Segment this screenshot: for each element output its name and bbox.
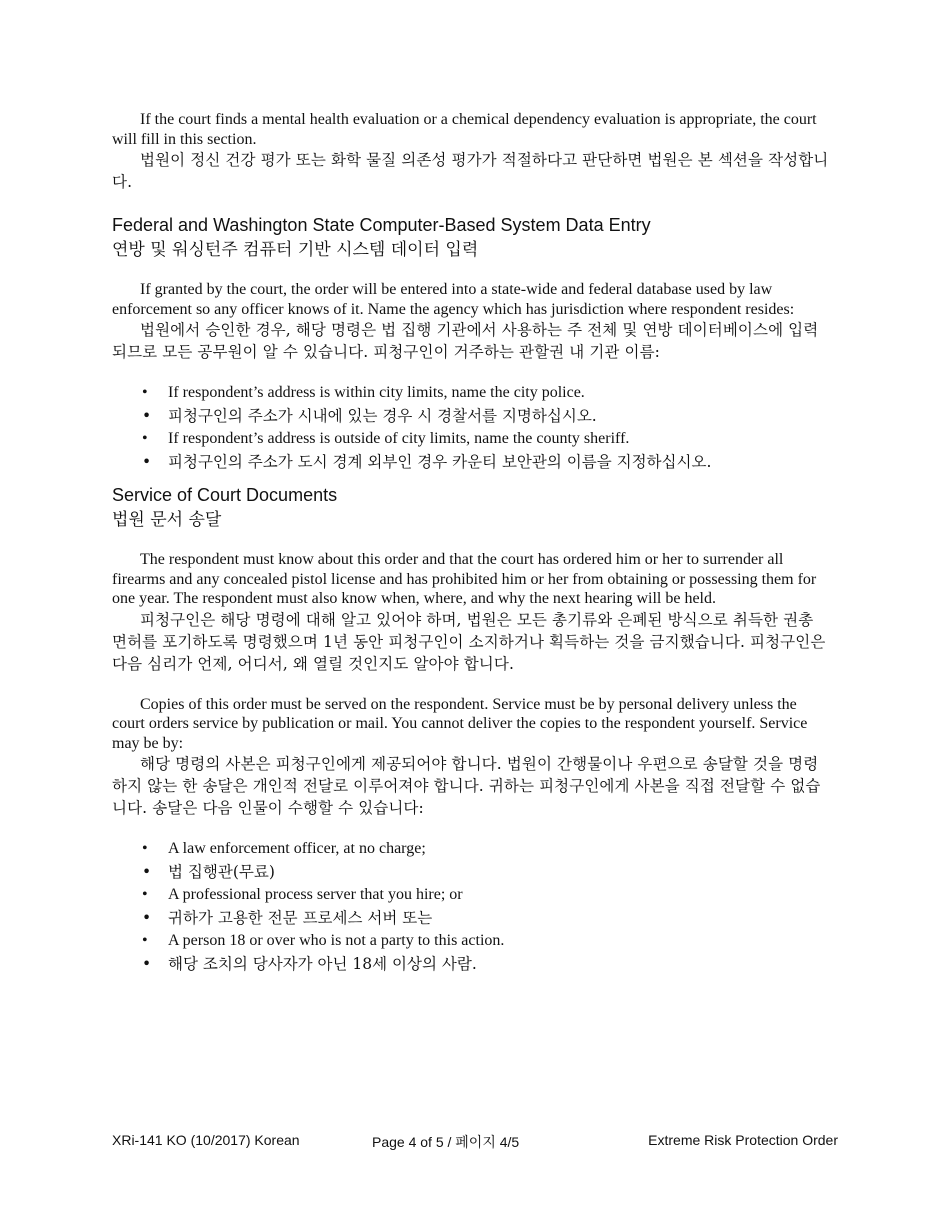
list-item: • A professional process server that you hire; or — [142, 886, 463, 903]
bullet-icon: • — [142, 932, 148, 949]
bullet-icon: • — [142, 955, 152, 973]
bullet-icon: • — [142, 384, 148, 401]
section-heading-service: Service of Court Documents — [112, 485, 338, 505]
section-heading-data-entry-ko: 연방 및 워싱턴주 컴퓨터 기반 시스템 데이터 입력 — [112, 240, 479, 260]
list-item: • 해당 조치의 당사자가 아닌 18세 이상의 사람. — [142, 955, 477, 973]
list-item: • If respondent’s address is outside of city limits, name the county sheriff. — [142, 430, 630, 447]
service-paragraph-1-ko: 피청구인은 해당 명령에 대해 알고 있어야 하며, 법원은 모든 총기류와 은폐된 방식으로 취득한 권총 면허를 포기하도록 명령했으며 1년 동안 피청구인이 소지하거나 획득하는 것을 금지했습니다. 피청구인은 다음 심리가 언제, 어디서, 왜 열릴 것인지도 알아야 합니다. — [112, 610, 826, 673]
form-title: Extreme Risk Protection Order — [648, 1132, 838, 1148]
intro-paragraph-en: If the court finds a mental health evaluation or a chemical dependency evaluation is appropriate, the court will fill in this section. — [112, 111, 817, 148]
bullet-icon: • — [142, 886, 148, 903]
intro-paragraph-ko: 법원이 정신 건강 평가 또는 화학 물질 의존성 평가가 적절하다고 판단하면 법원은 본 섹션을 작성합니다. — [112, 151, 829, 191]
list-item: • A law enforcement officer, at no charge; — [142, 840, 426, 857]
bullet-icon: • — [142, 407, 152, 425]
section-heading-data-entry: Federal and Washington State Computer-Based System Data Entry — [112, 215, 651, 235]
list-item: • A person 18 or over who is not a party to this action. — [142, 932, 505, 949]
list-item: • If respondent’s address is within city limits, name the city police. — [142, 384, 585, 401]
bullet-icon: • — [142, 453, 152, 471]
service-block-1 — [112, 550, 832, 675]
list-item: • 귀하가 고용한 전문 프로세스 서버 또는 — [142, 909, 433, 927]
service-paragraph-2-en: Copies of this order must be served on the respondent. Service must be by personal delivery unless the court orders service by publication or mail. You cannot deliver the copies to the respondent yourself. Service may be by: — [112, 695, 808, 752]
section-heading-service-ko: 법원 문서 송달 — [112, 510, 222, 530]
bullet-icon: • — [142, 863, 152, 881]
service-block-2 — [112, 695, 832, 820]
agency-bullet-list — [112, 383, 832, 473]
page-number: Page 4 of 5 / 페이지 4/5 — [372, 1134, 520, 1150]
bullet-icon: • — [142, 840, 148, 857]
list-item: • 피청구인의 주소가 도시 경계 외부인 경우 카운티 보안관의 이름을 지정하십시오. — [142, 453, 712, 471]
data-entry-paragraph-en: If granted by the court, the order will be entered into a state-wide and federal database used by law enforcement so any officer knows of it. Name the agency which has jurisdiction where respondent resides: — [112, 281, 795, 318]
data-entry-paragraph-ko: 법원에서 승인한 경우, 해당 명령은 법 집행 기관에서 사용하는 주 전체 및 연방 데이터베이스에 입력되므로 모든 공무원이 알 수 있습니다. 피청구인이 거주하는 관할권 내 기관 이름: — [112, 321, 819, 361]
data-entry-block — [112, 280, 832, 363]
document-page — [112, 110, 832, 985]
list-item: • 피청구인의 주소가 시내에 있는 경우 시 경찰서를 지명하십시오. — [142, 407, 597, 425]
list-item: • 법 집행관(무료) — [142, 863, 275, 881]
bullet-icon: • — [142, 909, 152, 927]
service-paragraph-1-en: The respondent must know about this order and that the court has ordered him or her to surrender all firearms and any concealed pistol license and has prohibited him or her from obtaining or possessing them for one year. The respondent must also know when, where, and why the next hearing will be held. — [112, 551, 817, 607]
service-bullet-list — [112, 839, 832, 975]
bullet-icon: • — [142, 430, 148, 447]
page-footer — [112, 1132, 838, 1152]
service-paragraph-2-ko: 해당 명령의 사본은 피청구인에게 제공되어야 합니다. 법원이 간행물이나 우편으로 송달할 것을 명령하지 않는 한 송달은 개인적 전달로 이루어져야 합니다. 귀하는 피청구인에게 사본을 직접 전달할 수 없습니다. 송달은 다음 인물이 수행할 수 있습니다: — [112, 755, 821, 817]
form-id: XRi-141 KO (10/2017) Korean — [112, 1132, 300, 1148]
intro-block — [112, 110, 832, 193]
